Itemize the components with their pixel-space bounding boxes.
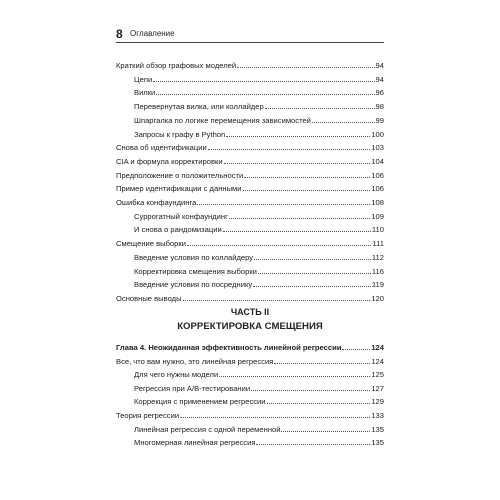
toc-entry-title: Ошибка конфаундинга <box>116 198 197 207</box>
toc-entry-title: CIA и формула корректировки <box>116 156 223 166</box>
dot-leader <box>237 67 374 68</box>
toc-entry-page: 116 <box>371 266 384 276</box>
toc-entry-page: 104 <box>371 156 384 166</box>
toc-entry-title: Для чего нужны модели <box>134 370 219 380</box>
toc-entry-page: 124 <box>371 343 384 352</box>
toc-entry <box>134 116 384 125</box>
dot-leader <box>254 259 371 260</box>
toc-entry-title: Шпаргалка по логике перемещения зависимостей <box>134 115 311 125</box>
dot-leader <box>342 349 370 350</box>
dot-leader <box>258 273 371 274</box>
toc-entry <box>134 253 384 262</box>
toc-entry-page: 94 <box>375 61 384 70</box>
toc-entry-title: Регрессия при A/B-тестировании <box>134 383 251 393</box>
toc-entry-title: Перевернутая вилка, или коллайдер <box>134 102 264 112</box>
toc-entry-page: 108 <box>371 198 384 207</box>
dot-leader <box>265 108 375 109</box>
toc-entry <box>134 280 384 289</box>
running-header <box>116 27 384 43</box>
toc-entry-page: 124 <box>371 356 384 366</box>
dot-leader <box>223 231 371 232</box>
toc-entry-title: Коррекция с применением регрессии <box>134 397 266 407</box>
toc-entry <box>116 357 384 366</box>
dot-leader <box>180 417 370 418</box>
toc-entry-page: 129 <box>371 397 384 407</box>
dot-leader <box>274 363 370 364</box>
toc-entry-page: 127 <box>371 383 384 393</box>
toc-entry-page: 120 <box>371 293 384 303</box>
toc-entry <box>134 102 384 111</box>
dot-leader <box>251 390 370 391</box>
toc-entry-page: 133 <box>371 411 384 420</box>
toc-entry <box>116 294 384 303</box>
toc-entry-page: 109 <box>371 211 384 221</box>
toc-entry <box>116 171 384 180</box>
toc-entry-page: 112 <box>371 252 384 262</box>
toc-entry-page: 94 <box>375 74 384 84</box>
toc-entry <box>134 88 384 97</box>
dot-leader <box>256 444 370 445</box>
toc-entry-title: Теория регрессии <box>116 411 180 420</box>
dot-leader <box>226 136 370 137</box>
toc-entry-page: 111 <box>372 239 384 249</box>
toc-entry-title: Введение условия по посреднику <box>134 280 253 290</box>
toc-entry-title: Глава 4. Неожиданная эффективность линейной регрессии <box>116 343 342 352</box>
toc-entry-title: Смещение выборки <box>116 239 186 249</box>
dot-leader <box>244 177 370 178</box>
toc-entry <box>134 130 384 139</box>
toc-entry <box>134 267 384 276</box>
part-number: ЧАСТЬ II <box>230 307 270 317</box>
toc-entry-title: Суррогатный конфаундинг <box>134 211 228 221</box>
toc-entry <box>116 198 384 207</box>
part-heading <box>116 307 384 333</box>
toc-entry-title: Многомерная линейная регрессия <box>134 438 256 448</box>
toc-entry-page: 106 <box>371 170 384 180</box>
toc-entry-title: Запросы к графу в Python <box>134 129 226 139</box>
dot-leader <box>183 300 371 301</box>
dot-leader <box>243 190 371 191</box>
toc-entry-title: Пример идентификации с данными <box>116 184 242 194</box>
header-rule <box>116 42 384 43</box>
toc-entry-title: Введение условия по коллайдеру <box>134 252 254 262</box>
dot-leader <box>312 122 375 123</box>
toc-entry <box>134 225 384 234</box>
dot-leader <box>187 245 372 246</box>
toc-entry <box>134 397 384 406</box>
toc-entry-page: 110 <box>371 225 384 235</box>
toc-entry-title: Вилки <box>134 88 156 98</box>
dot-leader <box>156 94 374 95</box>
toc-entry <box>116 411 384 420</box>
dot-leader <box>224 163 371 164</box>
toc-entry <box>134 75 384 84</box>
toc-entry <box>134 438 384 447</box>
toc-entry <box>116 61 384 70</box>
toc-entry-title: Цепи <box>134 74 153 84</box>
dot-leader <box>197 204 370 205</box>
toc-entry <box>116 157 384 166</box>
toc-entry <box>116 239 384 248</box>
toc-entry-page: 119 <box>371 280 384 290</box>
dot-leader <box>267 403 371 404</box>
part-title: КОРРЕКТИРОВКА СМЕЩЕНИЯ <box>177 321 323 332</box>
toc-entry-title: И снова о рандомизации <box>134 225 222 235</box>
toc-entry-title: Линейная регрессия с одной переменной <box>134 424 281 434</box>
toc-entry <box>134 370 384 379</box>
toc-entry <box>116 184 384 193</box>
dot-leader <box>253 286 371 287</box>
toc-entry-page: 100 <box>371 129 384 139</box>
toc-entry-title: Снова об идентификации <box>116 143 207 153</box>
toc-entry-page: 98 <box>375 102 384 112</box>
dot-leader <box>281 431 370 432</box>
toc-chapter-entry <box>116 343 384 352</box>
toc-entry-page: 125 <box>371 370 384 380</box>
toc-entry <box>134 212 384 221</box>
toc-entry <box>134 384 384 393</box>
dot-leader <box>208 149 371 150</box>
toc-entry-page: 96 <box>375 88 384 98</box>
toc-entry-title: Краткий обзор графовых моделей <box>116 61 237 70</box>
toc-entry-title: Корректировка смещения выборки <box>134 266 257 276</box>
toc-entry <box>134 425 384 434</box>
page-number: 8 <box>116 27 123 41</box>
toc-entry-page: 135 <box>371 424 384 434</box>
toc-entry <box>116 143 384 152</box>
running-title: Оглавление <box>130 29 175 38</box>
toc-entry-title: Основные выводы <box>116 293 182 303</box>
toc-entry-page: 103 <box>371 143 384 153</box>
toc-entry-title: Все, что вам нужно, это линейная регрессия <box>116 356 274 366</box>
toc-entry-page: 106 <box>371 184 384 194</box>
toc-entry-page: 99 <box>375 115 384 125</box>
dot-leader <box>219 376 370 377</box>
toc-entry-page: 135 <box>371 438 384 448</box>
toc-entry-title: Предположение о положительности <box>116 170 244 180</box>
dot-leader <box>153 81 374 82</box>
dot-leader <box>229 218 370 219</box>
